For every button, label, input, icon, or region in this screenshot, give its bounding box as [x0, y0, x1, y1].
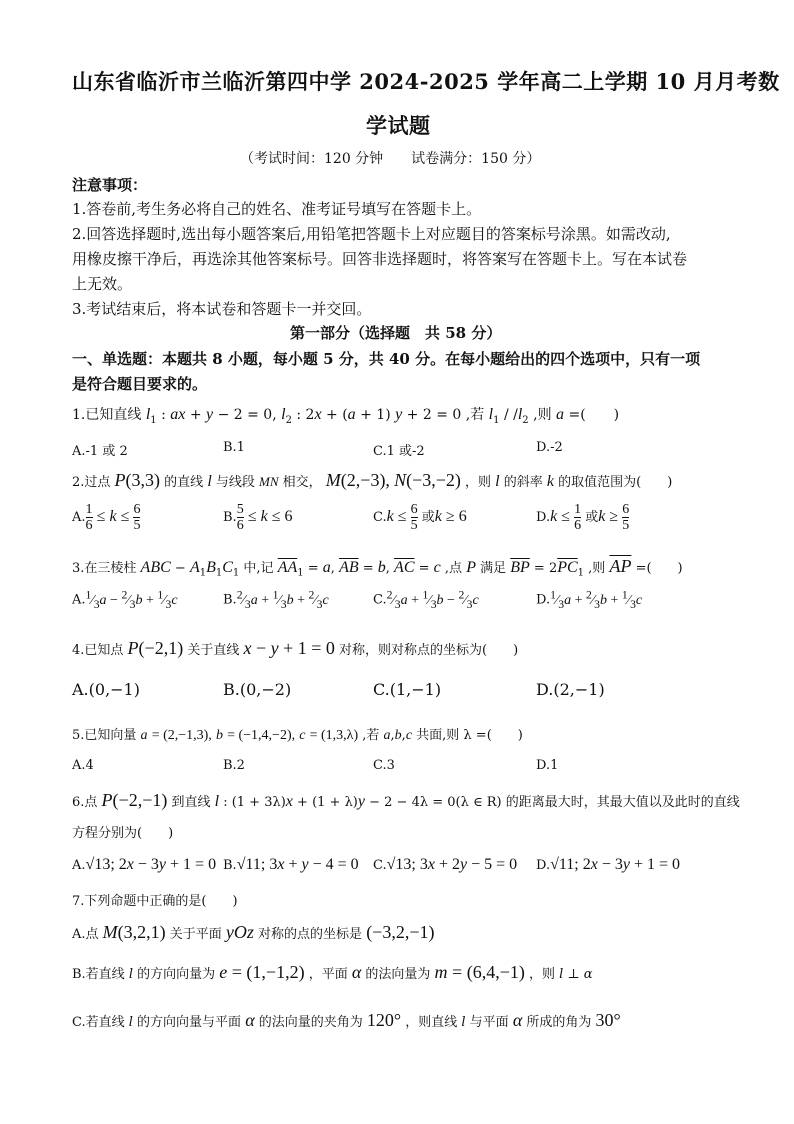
question-7-option-a: A.点 M(3,2,1) 关于平面 yOz 对称的点的坐标是 (−3,2,−1) [72, 922, 435, 942]
question-1-option-d: D.-2 [536, 440, 563, 455]
question-6-option-d: D.√11; 2x − 3y + 1 = 0 [536, 856, 681, 873]
question-4-option-b: B.(0,−2) [223, 680, 292, 699]
question-3-option-a: $A.^1⁄_3a$ − $^2⁄_3b$ + $^1⁄_3c$ [72, 588, 178, 611]
question-3-option-c: $C.^2⁄_3a$ + $^1⁄_3b$ − $^2⁄_3c$ [373, 588, 479, 611]
notes-item-2-line1: 2.回答选择题时,选出每小题答案后,用铅笔把答题卡上对应题目的答案标号涂黑。如需改动, [72, 225, 671, 243]
question-4-option-d: D.(2,−1) [536, 680, 605, 699]
notes-item-2-line2: 用橡皮擦干净后，再选涂其他答案标号。回答非选择题时，将答案写在答题卡上。写在本试卷 [72, 250, 688, 268]
question-7-option-c: C.若直线 l 的方向向量与平面 α 的法向量的夹角为 120° ，则直线 l 与平面 α 所成的角为 30° [72, 1010, 621, 1030]
notes-heading: 注意事项： [72, 176, 148, 194]
exam-title-line2: 学试题 [366, 113, 431, 138]
question-5-stem [72, 724, 523, 744]
question-6-stem-line1 [72, 790, 740, 811]
question-1-option-c: C.1 或-2 [373, 444, 425, 459]
question-1-option-a: A.-1 或 2 [72, 444, 128, 459]
question-4-option-a: A.(0,−1) [72, 680, 140, 699]
question-1-text: 1.已知直线 $l_1$ : ax + y − 2 = 0, $l_2$ : 2x + (a + 1) y + 2 = 0 ,若 $l_1 / /l_2$ ,则 a =( ) [72, 406, 620, 426]
question-5-option-b: B.2 [223, 758, 245, 773]
question-1-stem [72, 404, 619, 426]
question-6-option-b: B.√11; 3x + y − 4 = 0 [223, 856, 359, 873]
question-6-option-c: C.√13; 3x + 2y − 5 = 0 [373, 856, 518, 873]
question-2-option-c: C.k ≤ $\frac{6}{5}$ 或k ≥ 6 [373, 502, 467, 533]
question-2-option-d: D.k ≤ $\frac{1}{6}$ 或k ≥ $\frac{6}{5}$ [536, 502, 630, 533]
question-6-text: 6.点 P(−2,−1) 到直线 l : (1 + 3λ)x + (1 + λ)y − 2 − 4λ = 0(λ ∈ R) 的距离最大时，其最大值以及此时的直线 [72, 790, 740, 810]
question-7-stem: 7.下列命题中正确的是( ) [72, 894, 238, 909]
question-5-option-a: A.4 [72, 758, 94, 773]
question-2-option-b: B. $\frac{5}{6}$ ≤ k ≤ 6 [223, 502, 293, 533]
question-3-stem [72, 556, 683, 579]
question-5-option-c: C.3 [373, 758, 395, 773]
question-5-text: 5.已知向量 a = (2,−1,3), b = (−1,4,−2), c = (1,3,λ) ,若 a,b,c 共面,则 λ =( ) [72, 728, 523, 743]
part1-heading: 第一部分（选择题 共 58 分） [290, 324, 502, 342]
question-3-option-b: $B.^2⁄_3a$ + $^1⁄_3b$ + $^2⁄_3c$ [223, 588, 329, 611]
question-3-text: 3.在三棱柱 ABC − $A_1B_1C_1$ 中,记 $\overline{AA}_1 = a$, $\overline{AB} = b$, $\overline{AC} = c$ ,点 P 满足 $\overline{BP} = 2\overline{PC}_1$ ,则 $\overline{AP}$ =( ) [72, 556, 683, 579]
question-2-text: 2.过点 P(3,3) 的直线 l 与线段 MN 相交， M(2,−3), N(−3,−2) ，则 l 的斜率 k 的取值范围为( ) [72, 470, 673, 490]
question-6-stem-line2: 方程分别为( ) [72, 826, 174, 841]
question-3-option-d: $D.^1⁄_3a$ + $^2⁄_3b$ + $^1⁄_3c$ [536, 588, 643, 611]
exam-info: （考试时间：120 分钟 试卷满分：150 分） [240, 151, 541, 167]
exam-title-line1: 山东省临沂市兰临沂第四中学 2024-2025 学年高二上学期 10 月月考数 [72, 69, 780, 94]
notes-item-2-line3: 上无效。 [72, 275, 133, 293]
question-1-option-b: B.1 [223, 440, 245, 455]
question-4-option-c: C.(1,−1) [373, 680, 442, 699]
question-5-option-d: D.1 [536, 758, 559, 773]
section-instructions-line2: 是符合题目要求的。 [72, 375, 208, 393]
section-instructions-line1: 一、单选题：本题共 8 小题，每小题 5 分，共 40 分。在每小题给出的四个选项中，只有一项 [72, 350, 701, 368]
question-2-option-a: A. $\frac{1}{6}$ ≤ k ≤ $\frac{6}{5}$ [72, 502, 141, 533]
question-6-option-a: A.√13; 2x − 3y + 1 = 0 [72, 856, 217, 873]
notes-item-3: 3.考试结束后，将本试卷和答题卡一并交回。 [72, 300, 372, 318]
notes-item-1: 1.答卷前,考生务必将自己的姓名、准考证号填写在答题卡上。 [72, 200, 482, 218]
question-4-text: 4.已知点 P(−2,1) 关于直线 x − y + 1 = 0 对称，则对称点的坐标为( ) [72, 638, 519, 658]
question-4-stem [72, 638, 518, 659]
question-7-option-b: B.若直线 l 的方向向量为 e = (1,−1,2) ，平面 α 的法向量为 m = (6,4,−1) ，则 l ⊥ α [72, 962, 593, 982]
question-2-stem [72, 470, 672, 491]
